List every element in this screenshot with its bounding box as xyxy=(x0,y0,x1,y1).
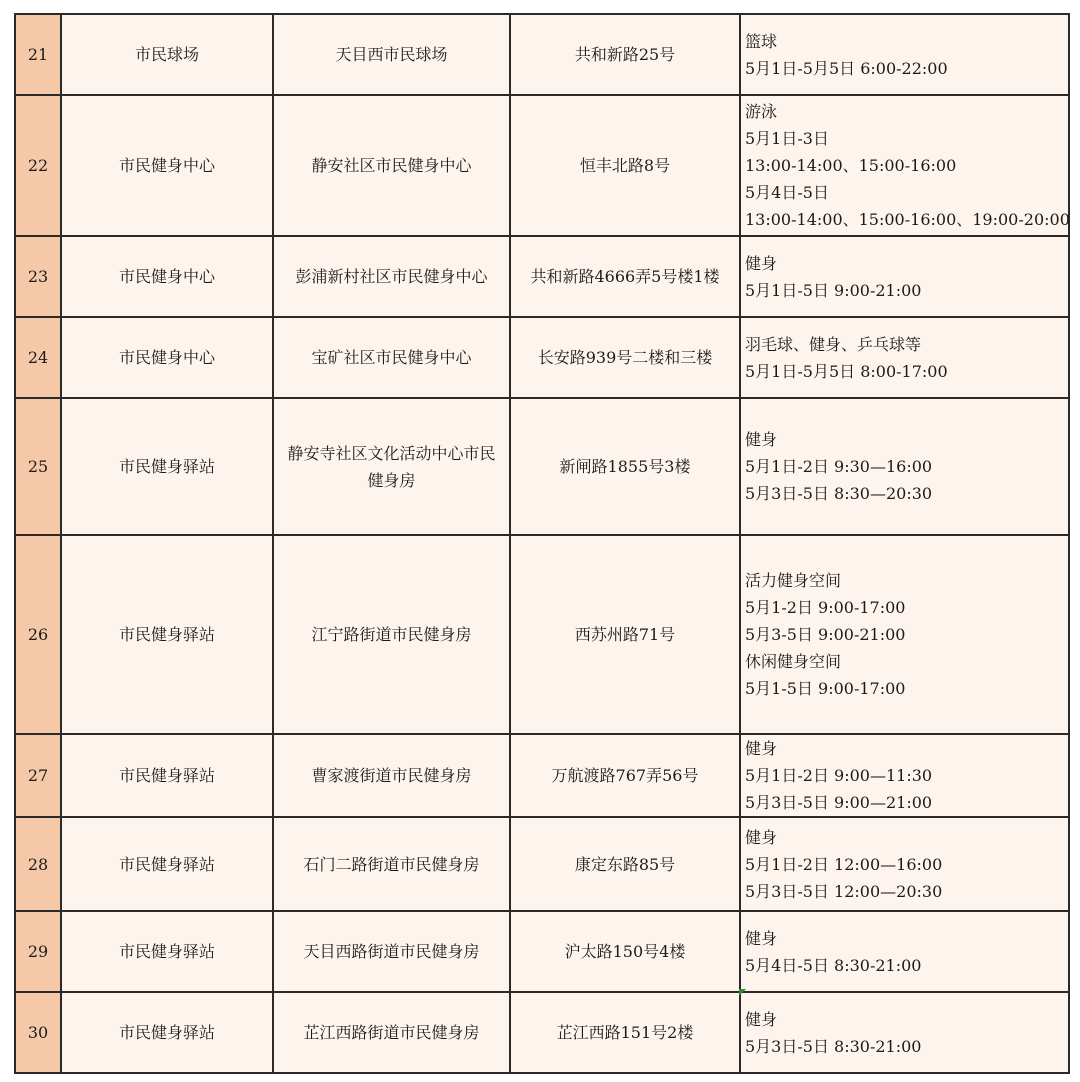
venue-type-cell xyxy=(61,398,273,535)
schedule-line: 健身 xyxy=(745,1009,778,1029)
address-cell xyxy=(510,992,740,1073)
schedule-line: 5月3日-5日 8:30—20:30 xyxy=(745,484,933,503)
table-row xyxy=(15,14,1069,95)
address-text: 沪太路150号4楼 xyxy=(564,942,686,961)
schedule-line: 健身 xyxy=(745,253,778,273)
venue-type-text: 市民健身中心 xyxy=(118,267,215,286)
address-cell xyxy=(510,734,740,817)
table-row xyxy=(15,236,1069,317)
venue-name-cell xyxy=(273,398,510,535)
address-text: 共和新路25号 xyxy=(574,45,676,64)
venue-name-text: 江宁路街道市民健身房 xyxy=(311,625,472,644)
address-cell xyxy=(510,236,740,317)
row-number-cell xyxy=(15,992,61,1073)
address-text: 芷江西路151号2楼 xyxy=(556,1023,694,1042)
venue-type-text: 市民健身中心 xyxy=(118,348,215,367)
row-number-cell xyxy=(15,734,61,817)
schedule-line: 5月3日-5日 9:00—21:00 xyxy=(745,793,933,812)
venue-name-cell xyxy=(273,817,510,911)
table-row xyxy=(15,992,1069,1073)
schedule-line: 5月1日-2日 12:00—16:00 xyxy=(745,854,943,874)
row-number-cell xyxy=(15,911,61,992)
schedule-line: 篮球 xyxy=(745,31,778,51)
schedule-line: 休闲健身空间 xyxy=(745,652,842,671)
venue-name-text: 天目西市民球场 xyxy=(335,45,448,64)
schedule-line: 5月4日-5日 8:30-21:00 xyxy=(745,955,922,975)
schedule-line: 5月1日-2日 9:00—11:30 xyxy=(745,766,933,785)
table-row xyxy=(15,911,1069,992)
venue-type-text: 市民健身驿站 xyxy=(118,1023,215,1042)
row-number-cell xyxy=(15,236,61,317)
table-row xyxy=(15,95,1069,236)
venue-type-cell xyxy=(61,911,273,992)
row-number-cell xyxy=(15,535,61,734)
cell-comment-marker xyxy=(739,989,746,996)
row-number-cell xyxy=(15,317,61,398)
venue-name-text: 天目西路街道市民健身房 xyxy=(303,942,480,961)
venue-name-cell xyxy=(273,317,510,398)
schedule-line: 13:00-14:00、15:00-16:00 xyxy=(745,156,957,175)
venue-type-text: 市民健身驿站 xyxy=(118,854,215,874)
address-text: 西苏州路71号 xyxy=(574,625,676,644)
schedule-line: 5月1-5日 9:00-17:00 xyxy=(745,679,906,698)
address-cell xyxy=(510,535,740,734)
venue-name-cell xyxy=(273,734,510,817)
venue-name-text: 芷江西路街道市民健身房 xyxy=(303,1023,480,1042)
venue-type-cell xyxy=(61,14,273,95)
schedule-line: 羽毛球、健身、乒乓球等 xyxy=(745,334,922,354)
venue-type-text: 市民健身驿站 xyxy=(118,457,215,476)
schedule-cell xyxy=(740,535,1069,734)
address-cell xyxy=(510,14,740,95)
venue-name-text: 静安寺社区文化活动中心市民健身房 xyxy=(287,443,496,490)
row-number-text: 28 xyxy=(27,854,49,874)
address-text: 万航渡路767弄56号 xyxy=(551,766,699,785)
schedule-line: 5月3日-5日 8:30-21:00 xyxy=(745,1036,922,1056)
row-number-cell xyxy=(15,817,61,911)
venue-type-text: 市民健身驿站 xyxy=(118,766,215,785)
row-number-text: 30 xyxy=(27,1023,49,1042)
schedule-line: 5月1日-3日 xyxy=(745,129,829,148)
schedule-cell xyxy=(740,734,1069,817)
schedule-line: 13:00-14:00、15:00-16:00、19:00-20:00 xyxy=(745,210,1070,229)
row-number-text: 23 xyxy=(27,267,49,286)
address-text: 长安路939号二楼和三楼 xyxy=(537,348,713,367)
venue-type-text: 市民健身驿站 xyxy=(118,942,215,961)
venue-name-cell xyxy=(273,236,510,317)
schedule-cell xyxy=(740,398,1069,535)
venue-type-cell xyxy=(61,95,273,236)
address-text: 恒丰北路8号 xyxy=(579,156,671,175)
address-text: 新闸路1855号3楼 xyxy=(559,457,691,476)
row-number-text: 22 xyxy=(27,156,49,175)
schedule-line: 5月3日-5日 12:00—20:30 xyxy=(745,881,943,901)
schedule-line: 5月1-2日 9:00-17:00 xyxy=(745,598,906,617)
venue-name-cell xyxy=(273,911,510,992)
schedule-cell xyxy=(740,317,1069,398)
schedule-line: 健身 xyxy=(745,827,778,847)
address-cell xyxy=(510,817,740,911)
address-text: 共和新路4666弄5号楼1楼 xyxy=(530,267,720,286)
venue-table xyxy=(14,13,1070,1074)
venue-name-text: 曹家渡街道市民健身房 xyxy=(311,766,472,785)
venue-name-text: 宝矿社区市民健身中心 xyxy=(311,348,472,367)
table-row xyxy=(15,535,1069,734)
schedule-cell xyxy=(740,911,1069,992)
table-row xyxy=(15,317,1069,398)
venue-name-text: 静安社区市民健身中心 xyxy=(311,156,472,175)
table-row xyxy=(15,817,1069,911)
schedule-line: 5月1日-5月5日 8:00-17:00 xyxy=(745,361,948,381)
schedule-cell xyxy=(740,95,1069,236)
venue-name-text: 彭浦新村社区市民健身中心 xyxy=(295,267,488,286)
venue-type-cell xyxy=(61,992,273,1073)
address-text: 康定东路85号 xyxy=(574,854,676,874)
address-cell xyxy=(510,911,740,992)
schedule-line: 活力健身空间 xyxy=(745,571,842,590)
schedule-line: 5月1日-5月5日 6:00-22:00 xyxy=(745,58,948,78)
venue-name-cell xyxy=(273,95,510,236)
row-number-cell xyxy=(15,398,61,535)
schedule-line: 5月1日-2日 9:30—16:00 xyxy=(745,457,933,476)
schedule-line: 5月4日-5日 xyxy=(745,183,829,202)
venue-type-cell xyxy=(61,817,273,911)
schedule-cell xyxy=(740,236,1069,317)
address-cell xyxy=(510,398,740,535)
table-row xyxy=(15,734,1069,817)
row-number-cell xyxy=(15,95,61,236)
venue-type-text: 市民健身驿站 xyxy=(118,625,215,644)
schedule-line: 游泳 xyxy=(745,102,778,121)
row-number-text: 26 xyxy=(27,625,49,644)
venue-type-text: 市民健身中心 xyxy=(118,156,215,175)
venue-type-cell xyxy=(61,236,273,317)
venue-type-text: 市民球场 xyxy=(134,45,199,64)
row-number-text: 27 xyxy=(27,766,49,785)
row-number-cell xyxy=(15,14,61,95)
venue-name-text: 石门二路街道市民健身房 xyxy=(303,854,480,874)
schedule-line: 健身 xyxy=(745,739,778,758)
venue-table-body xyxy=(15,14,1069,1073)
schedule-line: 5月3-5日 9:00-21:00 xyxy=(745,625,906,644)
row-number-text: 24 xyxy=(27,348,49,367)
row-number-text: 29 xyxy=(27,942,49,961)
schedule-cell xyxy=(740,817,1069,911)
schedule-line: 5月1日-5日 9:00-21:00 xyxy=(745,280,922,300)
schedule-line: 健身 xyxy=(745,430,778,449)
venue-type-cell xyxy=(61,535,273,734)
venue-type-cell xyxy=(61,317,273,398)
venue-name-cell xyxy=(273,535,510,734)
address-cell xyxy=(510,95,740,236)
table-row xyxy=(15,398,1069,535)
row-number-text: 21 xyxy=(27,45,49,64)
address-cell xyxy=(510,317,740,398)
venue-name-cell xyxy=(273,992,510,1073)
schedule-cell xyxy=(740,992,1069,1073)
schedule-cell xyxy=(740,14,1069,95)
schedule-line: 健身 xyxy=(745,928,778,948)
row-number-text: 25 xyxy=(27,457,49,476)
venue-name-cell xyxy=(273,14,510,95)
venue-type-cell xyxy=(61,734,273,817)
